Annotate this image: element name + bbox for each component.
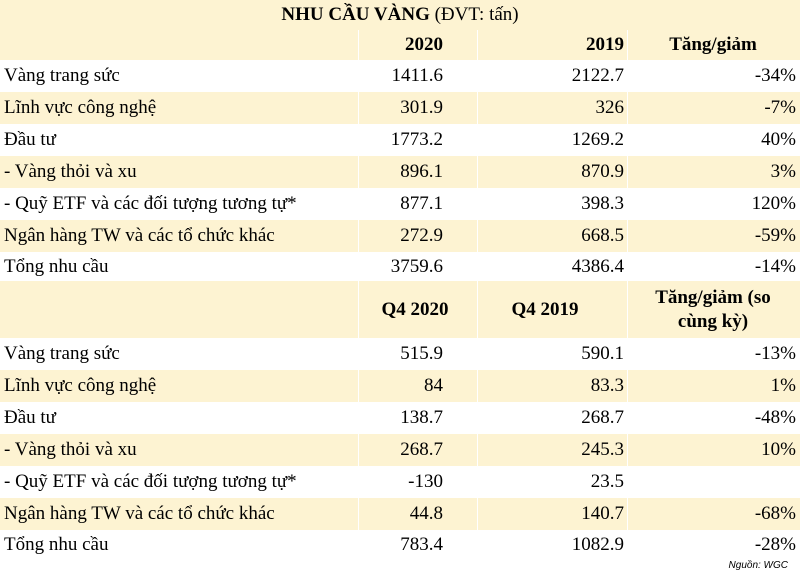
value-2019: 398.3 (581, 193, 624, 214)
table-row (0, 188, 800, 220)
value-q4-2019: 268.7 (581, 407, 624, 428)
table-row (0, 530, 800, 560)
value-change: 3% (770, 161, 796, 182)
row-label: - Quỹ ETF và các đối tượng tương tự* (4, 471, 297, 492)
source-note: Nguồn: WGC (728, 560, 788, 571)
table-row (0, 156, 800, 188)
row-label: Lĩnh vực công nghệ (4, 375, 157, 396)
table-row (0, 92, 800, 124)
value-2019: 2122.7 (571, 65, 624, 86)
row-label: - Quỹ ETF và các đối tượng tương tự* (4, 193, 297, 214)
header-change-yoy (628, 281, 798, 338)
value-2019: 4386.4 (571, 255, 624, 277)
value-change: -28% (754, 534, 796, 555)
value-2020: 301.9 (400, 97, 443, 118)
row-label: Vàng trang sức (4, 343, 120, 364)
value-q4-2019: 590.1 (581, 343, 624, 364)
value-change: -59% (754, 225, 796, 246)
value-change: -48% (754, 407, 796, 428)
value-2019: 870.9 (581, 161, 624, 182)
value-change: -13% (754, 343, 796, 364)
table-row (0, 124, 800, 156)
row-label: Vàng trang sức (4, 65, 120, 86)
value-q4-2020: 783.4 (400, 534, 443, 555)
row-label: Lĩnh vực công nghệ (4, 97, 157, 118)
value-q4-2019: 1082.9 (571, 534, 624, 555)
header-change: Tăng/giảm (669, 34, 757, 55)
value-q4-2019: 23.5 (590, 471, 624, 492)
title-unit: (ĐVT: tấn) (429, 4, 519, 25)
table-title (0, 0, 800, 30)
value-2019: 1269.2 (571, 129, 624, 150)
value-2020: 896.1 (400, 161, 443, 182)
value-2020: 272.9 (400, 225, 443, 246)
table-row (0, 498, 800, 530)
value-q4-2020: 138.7 (400, 407, 443, 428)
row-label: Tổng nhu cầu (4, 534, 109, 555)
row-label: Ngân hàng TW và các tổ chức khác (4, 503, 275, 524)
header-change-yoy-line2: cùng kỳ) (677, 310, 749, 332)
value-q4-2020: 268.7 (400, 439, 443, 460)
row-label: - Vàng thỏi và xu (4, 439, 137, 460)
row-label: Đầu tư (4, 129, 56, 150)
value-2020: 3759.6 (390, 255, 443, 277)
table-row (0, 370, 800, 402)
row-label: Đầu tư (4, 407, 56, 428)
table-row (0, 338, 800, 370)
table-row (0, 252, 800, 281)
value-change: 1% (770, 375, 796, 396)
column-divider (477, 30, 478, 560)
table-row (0, 434, 800, 466)
header-change-yoy-line1: Tăng/giảm (so (655, 286, 771, 308)
value-change: -68% (754, 503, 796, 524)
title-main: NHU CẦU VÀNG (281, 4, 430, 25)
row-label: - Vàng thỏi và xu (4, 161, 137, 182)
row-label: Ngân hàng TW và các tổ chức khác (4, 225, 275, 246)
value-2020: 877.1 (400, 193, 443, 214)
value-change: -14% (754, 255, 796, 277)
value-2019: 326 (595, 97, 624, 118)
value-q4-2019: 140.7 (581, 503, 624, 524)
value-q4-2020: 515.9 (400, 343, 443, 364)
value-change: 120% (751, 193, 796, 214)
row-label: Tổng nhu cầu (4, 255, 109, 277)
section2-header-row (0, 281, 800, 338)
section1-header-row (0, 30, 800, 60)
value-q4-2020: -130 (408, 471, 443, 492)
table-row (0, 220, 800, 252)
value-change: 10% (761, 439, 796, 460)
value-change: -34% (754, 65, 796, 86)
column-divider (358, 30, 359, 560)
header-q4-2020: Q4 2020 (381, 298, 449, 320)
table-row (0, 60, 800, 92)
value-change (630, 466, 796, 498)
value-q4-2020: 44.8 (409, 503, 443, 524)
value-change: 40% (761, 129, 796, 150)
value-2020: 1411.6 (391, 65, 443, 86)
value-q4-2020: 84 (424, 375, 443, 396)
value-2019: 668.5 (581, 225, 624, 246)
table-row (0, 466, 800, 498)
table-row (0, 402, 800, 434)
header-2020: 2020 (405, 34, 443, 55)
value-change: -7% (764, 97, 796, 118)
header-2019: 2019 (586, 34, 624, 55)
value-q4-2019: 245.3 (581, 439, 624, 460)
value-q4-2019: 83.3 (590, 375, 624, 396)
column-divider (627, 30, 628, 560)
header-q4-2019: Q4 2019 (511, 298, 579, 320)
value-2020: 1773.2 (390, 129, 443, 150)
